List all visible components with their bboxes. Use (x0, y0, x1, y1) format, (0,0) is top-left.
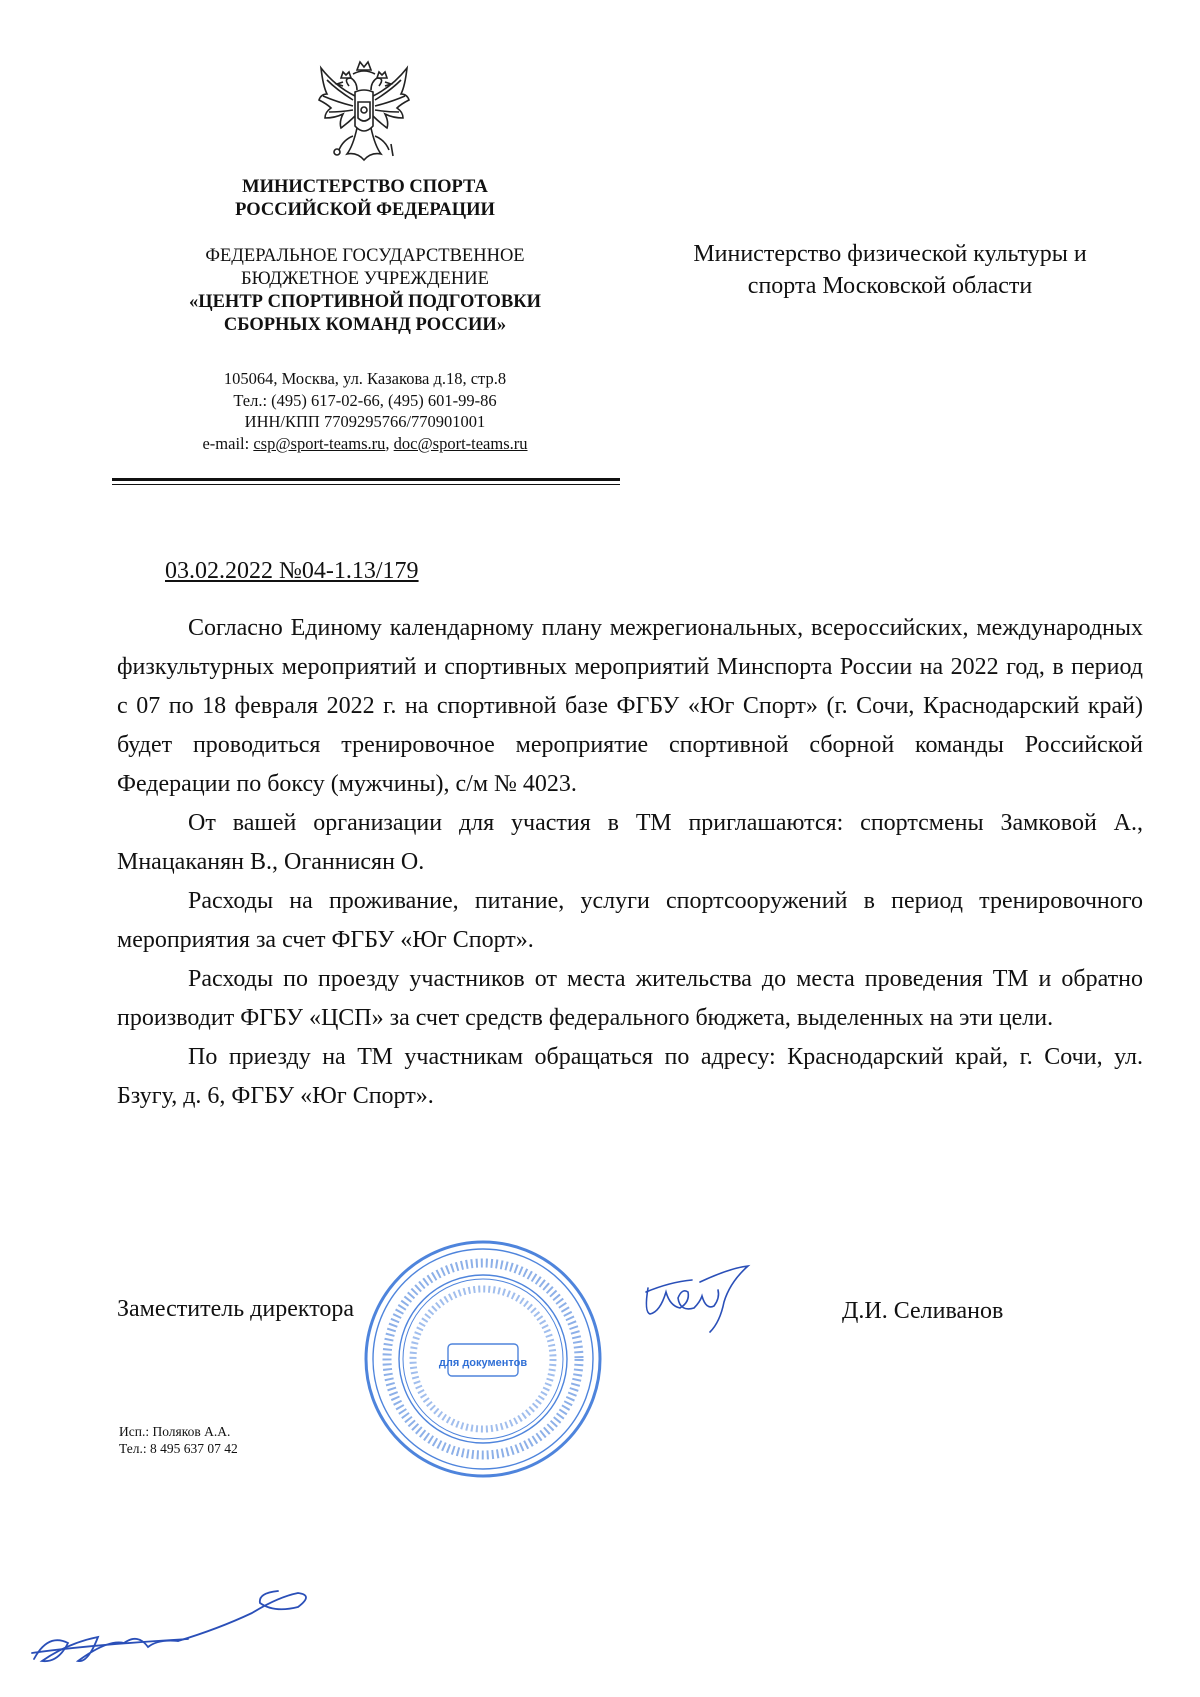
executor-phone: Тел.: 8 495 637 07 42 (119, 1441, 238, 1456)
email-line (150, 433, 580, 455)
recipient (640, 238, 1140, 302)
institution-line: «ЦЕНТР СПОРТИВНОЙ ПОДГОТОВКИ (188, 292, 542, 312)
body-paragraph: Расходы на проживание, питание, услуги спортсооружений в период тренировочного мероприятия за счет ФГБУ «Юг Спорт». (117, 888, 1143, 953)
body-paragraph: Расходы по проезду участников от места жительства до места проведения ТМ и обратно производит ФГБУ «ЦСП» за счет средств федерального бюджета, выделенных на эти цели. (117, 966, 1143, 1031)
inn-kpp: ИНН/КПП 7709295766/770901001 (244, 412, 486, 431)
recipient-line: спорта Московской области (747, 273, 1033, 299)
email-separator: , (385, 433, 394, 453)
coat-of-arms-icon (313, 56, 415, 172)
handwritten-initials (28, 1583, 318, 1669)
reference-number: 03.02.2022 №04-1.13/179 (165, 558, 419, 584)
stamp-center-text: для документов (438, 1357, 528, 1369)
institution-name (135, 245, 595, 337)
institution-line: БЮДЖЕТНОЕ УЧРЕЖДЕНИЕ (241, 269, 489, 289)
phone: Тел.: (495) 617-02-66, (495) 601-99-86 (233, 390, 497, 410)
letter-body (117, 609, 1143, 1116)
email-link[interactable]: doc@sport-teams.ru (393, 433, 528, 453)
recipient-line: Министерство физической культуры и (693, 241, 1087, 267)
executor-name: Исп.: Поляков А.А. (119, 1424, 231, 1439)
ministry-name (180, 176, 550, 222)
institution-line: ФЕДЕРАЛЬНОЕ ГОСУДАРСТВЕННОЕ (205, 246, 525, 266)
body-paragraph: Согласно Единому календарному плану межрегиональных, всероссийских, международных физкультурных мероприятий и спортивных мероприятий Минспорта России на 2022 год, в период с 07 по 18 февраля 2022 г. на спортивной базе ФГБУ «Юг Спорт» (г. Сочи, Краснодарский край) будет проводиться тренировочное мероприятие спортивной сборной команды Российской Федерации по боксу (мужчины), с/м № 4023. (117, 615, 1143, 797)
signer-title: Заместитель директора (117, 1296, 355, 1322)
body-paragraph: От вашей организации для участия в ТМ приглашаются: спортсмены Замковой А., Мнацаканян В., Оганнисян О. (117, 810, 1143, 875)
ministry-line: РОССИЙСКОЙ ФЕДЕРАЦИИ (235, 200, 495, 220)
official-stamp (362, 1238, 604, 1480)
email-link[interactable]: csp@sport-teams.ru (253, 433, 386, 453)
handwritten-signature (640, 1262, 770, 1334)
signer-name: Д.И. Селиванов (842, 1298, 1004, 1324)
body-paragraph: По приезду на ТМ участникам обращаться по адресу: Краснодарский край, г. Сочи, ул. Бзугу, д. 6, ФГБУ «Юг Спорт». (117, 1044, 1143, 1109)
email-label: e-mail: (202, 433, 254, 453)
contact-block (150, 368, 580, 454)
ministry-line: МИНИСТЕРСТВО СПОРТА (242, 177, 488, 197)
header-divider (112, 484, 620, 485)
address: 105064, Москва, ул. Казакова д.18, стр.8 (223, 369, 507, 388)
executor-info (119, 1423, 238, 1457)
institution-line: СБОРНЫХ КОМАНД РОССИИ» (223, 315, 507, 335)
header-divider (112, 478, 620, 481)
